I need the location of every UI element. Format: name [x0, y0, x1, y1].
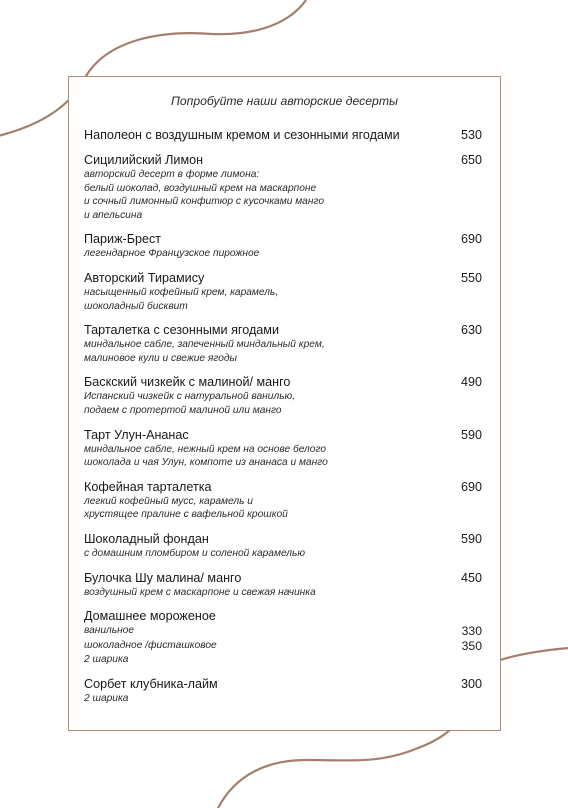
item-description-line: легкий кофейный мусс, карамель и	[84, 495, 253, 507]
item-name: Кофейная тарталетка	[84, 479, 212, 494]
item-price: 690	[460, 479, 482, 494]
item-price: 530	[460, 128, 482, 142]
menu-item	[84, 531, 482, 561]
menu-item	[84, 322, 482, 365]
option-label: шоколадное /фисташковое	[84, 639, 217, 651]
item-description-line: 2 шарика	[84, 692, 129, 704]
item-price: 490	[460, 375, 482, 390]
item-price: 590	[460, 427, 482, 442]
item-description-line: малиновое кули и свежие ягоды	[84, 352, 238, 364]
option-row	[84, 639, 482, 654]
option-price: 350	[461, 638, 482, 653]
item-description-line: хрустящее пралине с вафельной крошкой	[84, 509, 288, 521]
item-price: 690	[460, 232, 482, 247]
menu-item-sorbet	[84, 676, 482, 706]
item-name: Тарталетка с сезонными ягодами	[84, 323, 279, 338]
dessert-list	[84, 127, 482, 714]
menu-item	[84, 270, 482, 313]
item-description-line: воздушный крем с маскарпоне и свежая начинка	[84, 586, 316, 598]
item-description-line: шоколадный бисквит	[84, 300, 188, 312]
menu-item	[84, 374, 482, 417]
item-name: Шоколадный фондан	[84, 531, 209, 546]
menu-title: Попробуйте наши авторские десерты	[171, 94, 398, 108]
item-name: Авторский Тирамису	[84, 270, 205, 285]
menu-item	[84, 231, 482, 261]
item-description-line: миндальное сабле, запеченный миндальный крем,	[84, 339, 325, 351]
item-name: Сицилийский Лимон	[84, 153, 204, 167]
item-name: Булочка Шу малина/ манго	[84, 570, 242, 585]
item-name: Сорбет клубника-лайм	[84, 676, 218, 691]
item-name: Баскский чизкейк с малиной/ манго	[84, 375, 291, 390]
item-description-line: и сочный лимонный конфитюр с кусочками манго	[84, 196, 325, 208]
item-description-line: 2 шарика	[84, 654, 129, 666]
menu-item	[84, 127, 482, 143]
menu-item	[84, 152, 482, 222]
item-price: 300	[460, 676, 482, 691]
item-price: 450	[460, 570, 482, 585]
item-description-line: с домашним пломбиром и соленой карамелью	[84, 547, 306, 559]
item-description-line: подаем с протертой малиной или манго	[84, 404, 282, 416]
item-description-line: авторский десерт в форме лимона:	[84, 169, 260, 180]
item-description-line: белый шоколад, воздушный крем на маскарпоне	[84, 182, 317, 194]
item-description-line: насыщенный кофейный крем, карамель,	[84, 286, 279, 298]
item-name: Тарт Улун-Ананас	[84, 427, 189, 442]
item-price: 550	[460, 270, 482, 285]
menu-item	[84, 479, 482, 522]
menu-item	[84, 570, 482, 600]
item-description-line: легендарное Французское пирожное	[84, 248, 260, 260]
option-price: 330	[461, 624, 482, 639]
item-price: 590	[460, 531, 482, 546]
item-price: 650	[460, 153, 482, 167]
item-name: Домашнее мороженое	[84, 609, 216, 624]
menu-item-ice-cream	[84, 608, 482, 667]
item-price: 630	[460, 323, 482, 338]
item-description-line: шоколада и чая Улун, компоте из ананаса и манго	[84, 457, 328, 469]
option-label: ванильное	[84, 625, 135, 637]
menu-item	[84, 427, 482, 470]
item-description-line: Испанский чизкейк с натуральной ванилью,	[84, 391, 296, 403]
item-name: Париж-Брест	[84, 232, 162, 247]
item-description-line: миндальное сабле, нежный крем на основе белого	[84, 443, 327, 455]
item-description-line: и апельсина	[84, 209, 143, 221]
item-name: Наполеон с воздушным кремом и сезонными ягодами	[84, 128, 400, 142]
menu-frame	[68, 76, 501, 731]
option-row	[84, 624, 482, 639]
